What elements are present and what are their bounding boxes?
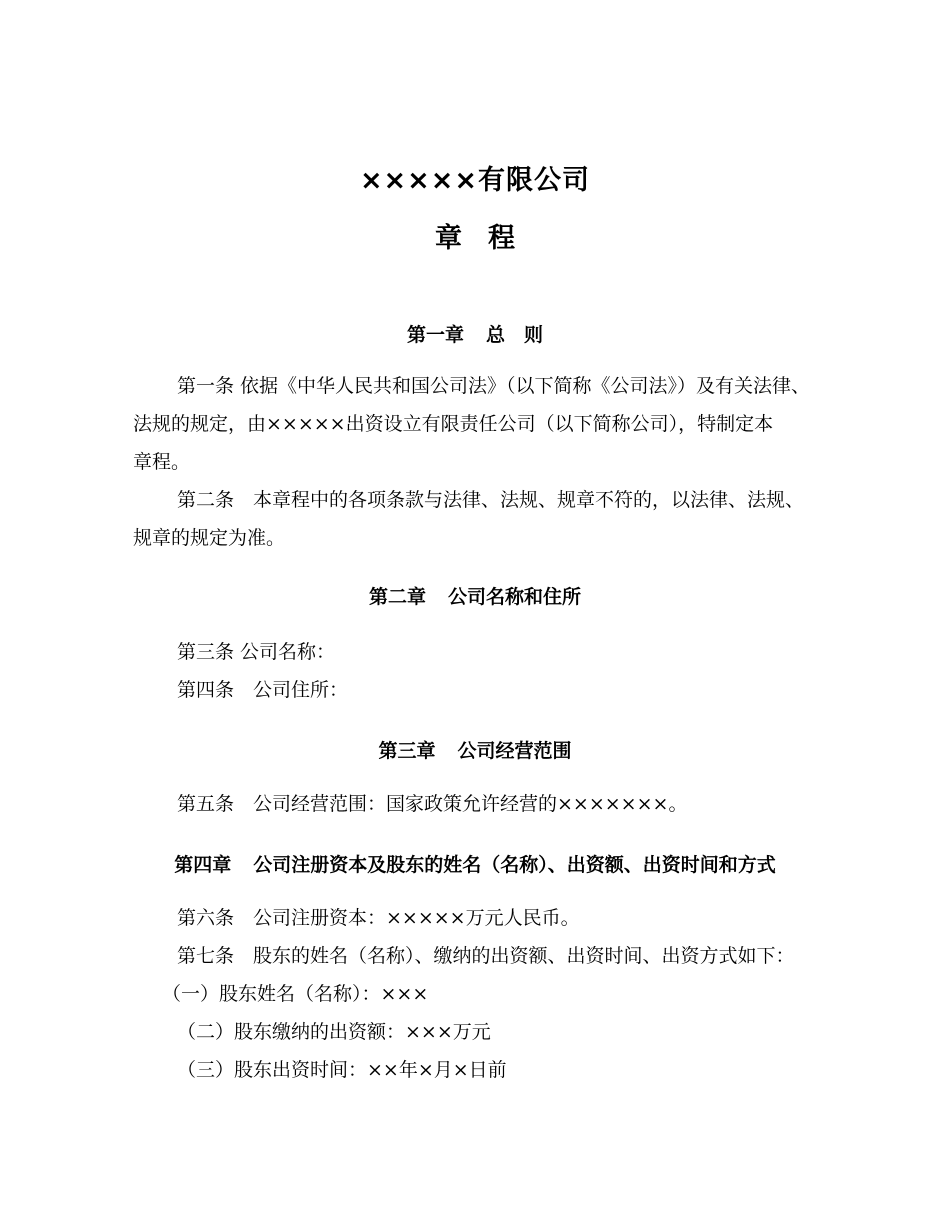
article-1-line-2: 法规的规定，由×××××出资设立有限责任公司（以下简称公司），特制定本 xyxy=(133,413,774,435)
document-title xyxy=(0,216,950,255)
chapter-number: 第三章 xyxy=(378,740,436,762)
article-7-item-3: （三）股东出资时间：××年×月×日前 xyxy=(177,1059,507,1081)
chapter-3-heading xyxy=(0,736,950,763)
article-2-line-1: 第二条 本章程中的各项条款与法律、法规、规章不符的，以法律、法规、 xyxy=(177,489,805,511)
document-title-char-2: 程 xyxy=(488,223,515,254)
chapter-name: 公司名称和住所 xyxy=(448,586,582,608)
chapter-name: 总 则 xyxy=(486,324,544,346)
article-2-line-2: 规章的规定为准。 xyxy=(133,527,286,549)
article-1-line-1: 第一条 依据《中华人民共和国公司法》（以下简称《公司法》）及有关法律、 xyxy=(177,375,811,397)
chapter-name: 公司注册资本及股东的姓名（名称）、出资额、出资时间和方式 xyxy=(253,854,776,876)
chapter-4-heading xyxy=(0,850,950,877)
article-1-line-3: 章程。 xyxy=(133,451,191,473)
article-7-item-1: （一）股东姓名（名称）：××× xyxy=(162,983,429,1005)
article-5: 第五条 公司经营范围：国家政策允许经营的×××××××。 xyxy=(177,793,688,815)
chapter-number: 第一章 xyxy=(406,324,464,346)
chapter-name: 公司经营范围 xyxy=(457,740,572,762)
chapter-1-heading xyxy=(0,320,950,347)
article-7: 第七条 股东的姓名（名称）、缴纳的出资额、出资时间、出资方式如下： xyxy=(177,945,795,967)
chapter-number: 第二章 xyxy=(368,586,426,608)
article-4: 第四条 公司住所： xyxy=(177,679,349,701)
chapter-2-heading xyxy=(0,582,950,609)
chapter-number: 第四章 xyxy=(174,854,232,876)
company-title: ×××××有限公司 xyxy=(359,165,591,196)
article-6: 第六条 公司注册资本：×××××万元人民币。 xyxy=(177,907,580,929)
article-3: 第三条 公司名称： xyxy=(177,641,336,663)
article-7-item-2: （二）股东缴纳的出资额：×××万元 xyxy=(177,1021,491,1043)
document-title-char-1: 章 xyxy=(435,223,462,254)
